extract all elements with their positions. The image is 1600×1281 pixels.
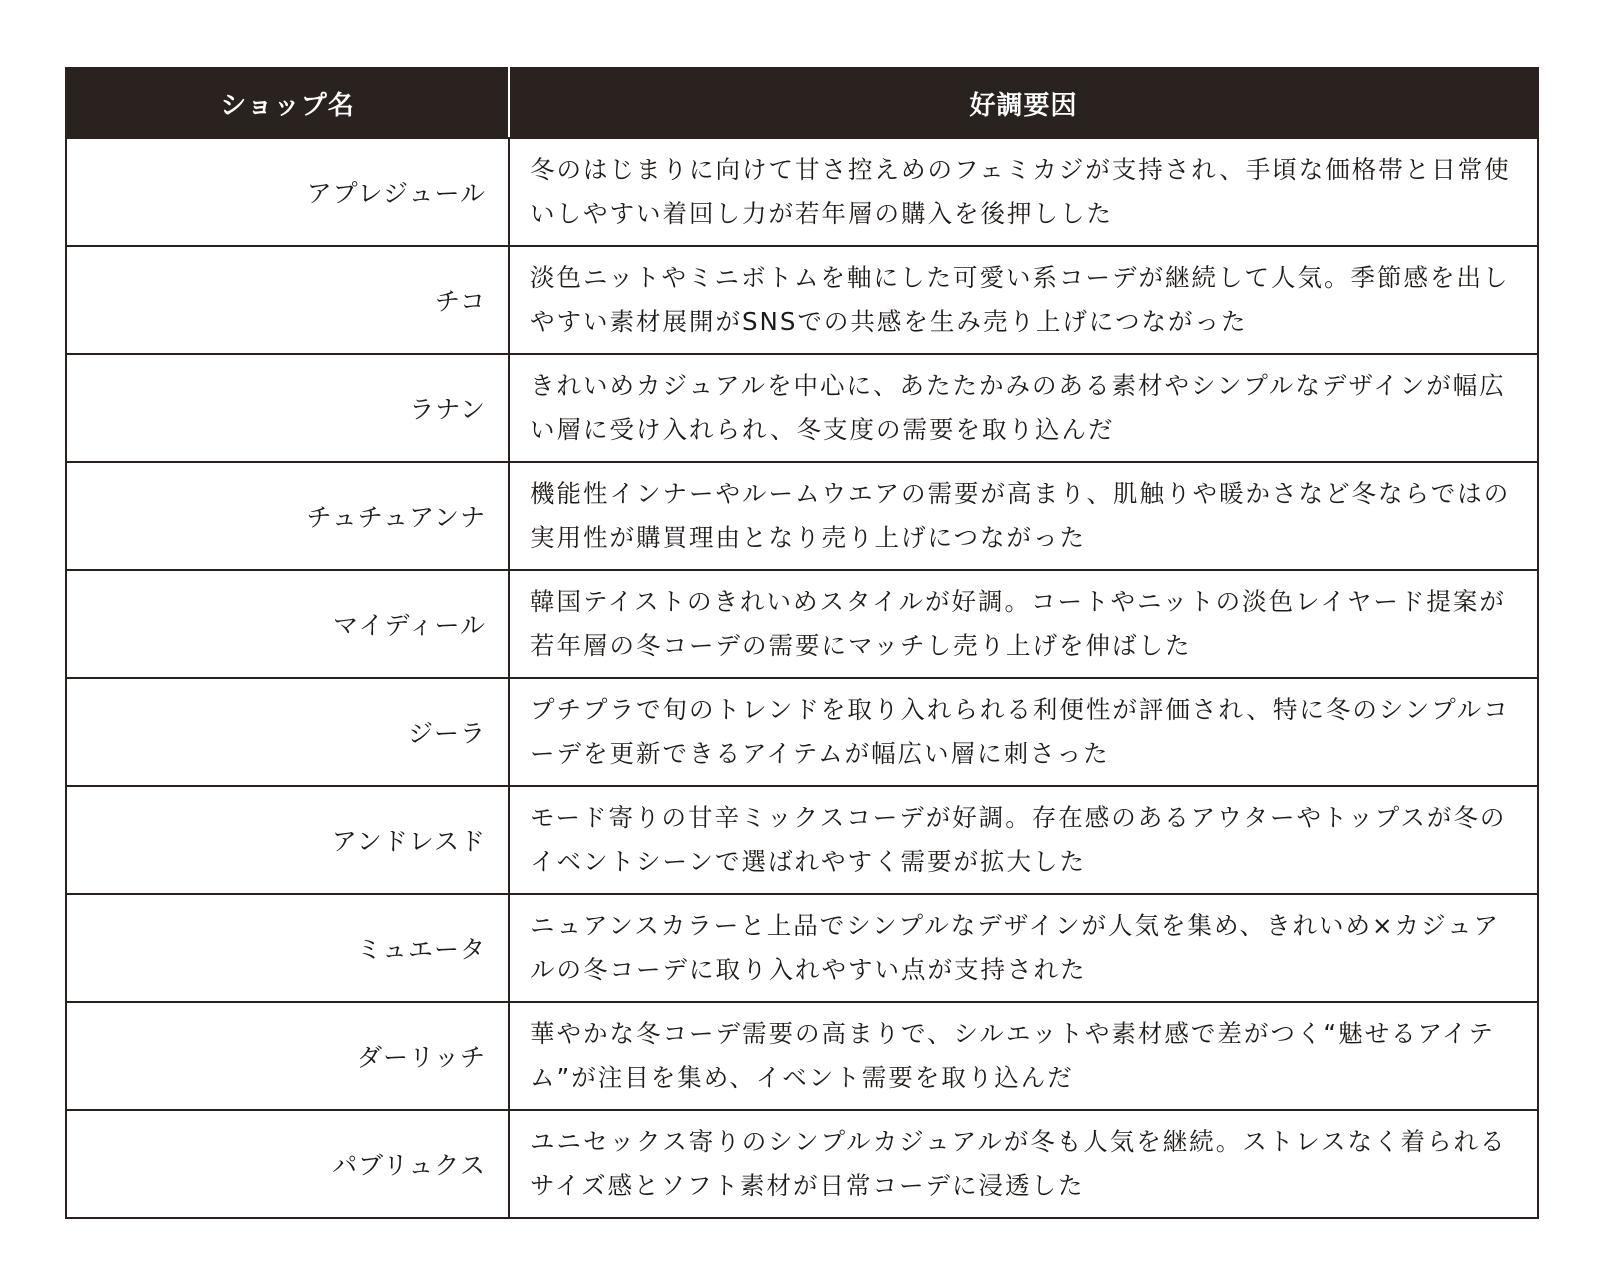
table-row: [66, 894, 1538, 1002]
table-row: [66, 462, 1538, 570]
reason-cell: 淡色ニットやミニボトムを軸にした可愛い系コーデが継続して人気。季節感を出しやすい素材展開がSNSでの共感を生み売り上げにつながった: [509, 246, 1538, 354]
shop-name-cell: チコ: [66, 246, 509, 354]
table-row: [66, 354, 1538, 462]
column-header-shop: ショップ名: [66, 68, 509, 138]
reason-cell: 機能性インナーやルームウエアの需要が高まり、肌触りや暖かさなど冬ならではの実用性が購買理由となり売り上げにつながった: [509, 462, 1538, 570]
reason-cell: ニュアンスカラーと上品でシンプルなデザインが人気を集め、きれいめ×カジュアルの冬コーデに取り入れやすい点が支持された: [509, 894, 1538, 1002]
shop-name-cell: マイディール: [66, 570, 509, 678]
table-row: [66, 570, 1538, 678]
table-row: [66, 1002, 1538, 1110]
table-row: [66, 786, 1538, 894]
shop-name-cell: アンドレスド: [66, 786, 509, 894]
table-header: [66, 68, 1538, 138]
shop-name-cell: チュチュアンナ: [66, 462, 509, 570]
table-row: [66, 678, 1538, 786]
shop-name-cell: ミュエータ: [66, 894, 509, 1002]
reason-cell: ユニセックス寄りのシンプルカジュアルが冬も人気を継続。ストレスなく着られるサイズ感とソフト素材が日常コーデに浸透した: [509, 1110, 1538, 1218]
reason-cell: きれいめカジュアルを中心に、あたたかみのある素材やシンプルなデザインが幅広い層に受け入れられ、冬支度の需要を取り込んだ: [509, 354, 1538, 462]
reason-cell: プチプラで旬のトレンドを取り入れられる利便性が評価され、特に冬のシンプルコーデを更新できるアイテムが幅広い層に刺さった: [509, 678, 1538, 786]
shop-table-container: [65, 67, 1537, 1219]
shop-name-cell: アプレジュール: [66, 138, 509, 246]
reason-cell: モード寄りの甘辛ミックスコーデが好調。存在感のあるアウターやトップスが冬のイベントシーンで選ばれやすく需要が拡大した: [509, 786, 1538, 894]
reason-cell: 華やかな冬コーデ需要の高まりで、シルエットや素材感で差がつく“魅せるアイテム”が注目を集め、イベント需要を取り込んだ: [509, 1002, 1538, 1110]
shop-name-cell: パブリュクス: [66, 1110, 509, 1218]
table-row: [66, 138, 1538, 246]
shop-name-cell: ジーラ: [66, 678, 509, 786]
table-row: [66, 246, 1538, 354]
header-row: [66, 68, 1538, 138]
reason-cell: 冬のはじまりに向けて甘さ控えめのフェミカジが支持され、手頃な価格帯と日常使いしやすい着回し力が若年層の購入を後押しした: [509, 138, 1538, 246]
column-header-reason: 好調要因: [509, 68, 1538, 138]
table-row: [66, 1110, 1538, 1218]
shop-name-cell: ダーリッチ: [66, 1002, 509, 1110]
shop-name-cell: ラナン: [66, 354, 509, 462]
shop-reason-table: [65, 67, 1539, 1219]
reason-cell: 韓国テイストのきれいめスタイルが好調。コートやニットの淡色レイヤード提案が若年層の冬コーデの需要にマッチし売り上げを伸ばした: [509, 570, 1538, 678]
table-body: [66, 138, 1538, 1218]
